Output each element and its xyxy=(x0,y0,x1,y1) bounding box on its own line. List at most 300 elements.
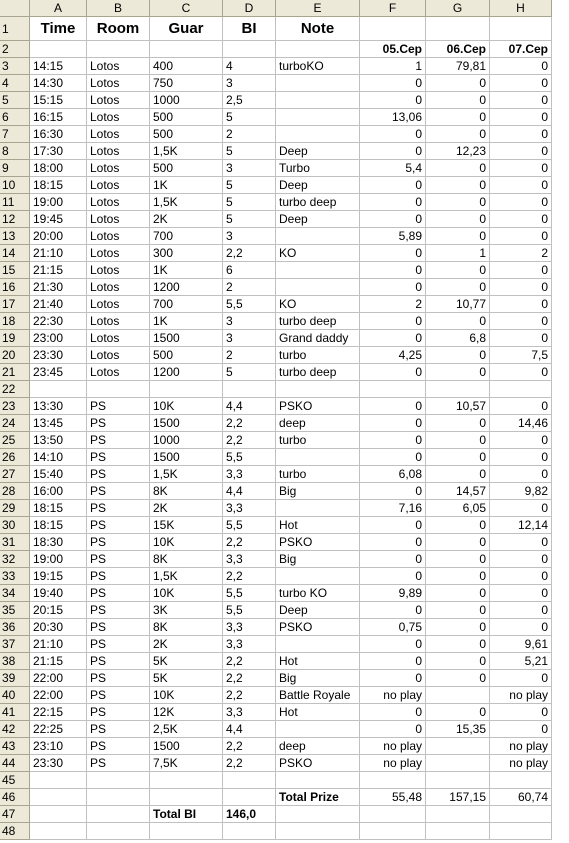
note-cell[interactable]: Deep xyxy=(276,177,360,194)
cell[interactable] xyxy=(490,17,552,41)
date-h-cell[interactable]: 0 xyxy=(490,296,552,313)
row-number[interactable]: 2 xyxy=(0,41,30,58)
date-f-cell[interactable]: 0 xyxy=(360,602,426,619)
room-cell[interactable]: Lotos xyxy=(87,75,150,92)
note-cell[interactable] xyxy=(276,126,360,143)
room-cell[interactable]: PS xyxy=(87,619,150,636)
room-cell[interactable]: PS xyxy=(87,721,150,738)
date-f-cell[interactable]: 0 xyxy=(360,313,426,330)
date-g-cell[interactable]: 0 xyxy=(426,432,490,449)
note-cell[interactable]: Turbo xyxy=(276,160,360,177)
row-number[interactable]: 24 xyxy=(0,415,30,432)
guar-cell[interactable]: 1500 xyxy=(150,449,223,466)
room-cell[interactable]: Lotos xyxy=(87,58,150,75)
date-g-cell[interactable]: 79,81 xyxy=(426,58,490,75)
date-f-cell[interactable]: 0 xyxy=(360,653,426,670)
header-note[interactable]: Note xyxy=(276,17,360,41)
note-cell[interactable] xyxy=(276,228,360,245)
guar-cell[interactable]: 500 xyxy=(150,347,223,364)
date-f-cell[interactable]: 2 xyxy=(360,296,426,313)
row-number[interactable]: 38 xyxy=(0,653,30,670)
row-number[interactable]: 6 xyxy=(0,109,30,126)
row-number[interactable]: 31 xyxy=(0,534,30,551)
time-cell[interactable]: 20:30 xyxy=(30,619,87,636)
cell[interactable] xyxy=(276,41,360,58)
time-cell[interactable]: 14:30 xyxy=(30,75,87,92)
bi-cell[interactable]: 2,2 xyxy=(223,670,276,687)
date-f-cell[interactable]: 9,89 xyxy=(360,585,426,602)
date-h-cell[interactable]: 9,82 xyxy=(490,483,552,500)
guar-cell[interactable]: 10K xyxy=(150,398,223,415)
date-g-cell[interactable]: 0 xyxy=(426,585,490,602)
bi-cell[interactable]: 5,5 xyxy=(223,296,276,313)
row-number[interactable]: 34 xyxy=(0,585,30,602)
row-number[interactable]: 7 xyxy=(0,126,30,143)
header-room[interactable]: Room xyxy=(87,17,150,41)
guar-cell[interactable]: 500 xyxy=(150,109,223,126)
date-g-cell[interactable]: 6,8 xyxy=(426,330,490,347)
note-cell[interactable]: Hot xyxy=(276,653,360,670)
column-header-g[interactable]: G xyxy=(426,0,490,17)
time-cell[interactable]: 14:10 xyxy=(30,449,87,466)
time-cell[interactable]: 19:45 xyxy=(30,211,87,228)
room-cell[interactable]: PS xyxy=(87,687,150,704)
bi-cell[interactable]: 3 xyxy=(223,313,276,330)
note-cell[interactable]: PSKO xyxy=(276,534,360,551)
header-guar[interactable]: Guar xyxy=(150,17,223,41)
date-f-cell[interactable] xyxy=(360,772,426,789)
guar-cell[interactable]: 700 xyxy=(150,228,223,245)
room-cell[interactable]: Lotos xyxy=(87,245,150,262)
note-cell[interactable] xyxy=(276,109,360,126)
date-h-cell[interactable]: 0 xyxy=(490,500,552,517)
date-f-cell[interactable]: 0 xyxy=(360,177,426,194)
bi-cell[interactable]: 3,3 xyxy=(223,500,276,517)
note-cell[interactable]: KO xyxy=(276,245,360,262)
date-h-cell[interactable]: 0 xyxy=(490,551,552,568)
guar-cell[interactable]: 500 xyxy=(150,126,223,143)
row-number[interactable]: 30 xyxy=(0,517,30,534)
date-g-cell[interactable] xyxy=(426,755,490,772)
date-f-cell[interactable]: 7,16 xyxy=(360,500,426,517)
date-h-cell[interactable]: 0 xyxy=(490,313,552,330)
bi-cell[interactable]: 5,5 xyxy=(223,602,276,619)
date-h-cell[interactable]: 0 xyxy=(490,177,552,194)
date-f-cell[interactable]: 0 xyxy=(360,75,426,92)
note-cell[interactable] xyxy=(276,92,360,109)
date-g-cell[interactable]: 10,57 xyxy=(426,398,490,415)
date-h-cell[interactable]: no play xyxy=(490,738,552,755)
row-number[interactable]: 20 xyxy=(0,347,30,364)
note-cell[interactable] xyxy=(276,381,360,398)
cell[interactable] xyxy=(360,17,426,41)
note-cell[interactable] xyxy=(276,636,360,653)
note-cell[interactable]: Battle Royale xyxy=(276,687,360,704)
date-f-cell[interactable]: 6,08 xyxy=(360,466,426,483)
note-cell[interactable]: Grand daddy xyxy=(276,330,360,347)
note-cell[interactable]: turbo xyxy=(276,466,360,483)
bi-cell[interactable]: 3,3 xyxy=(223,636,276,653)
date-g-cell[interactable]: 0 xyxy=(426,194,490,211)
cell[interactable] xyxy=(426,806,490,823)
total-prize-label[interactable]: Total Prize xyxy=(276,789,360,806)
cell[interactable] xyxy=(426,823,490,840)
row-number[interactable]: 11 xyxy=(0,194,30,211)
row-number[interactable]: 1 xyxy=(0,17,30,41)
date-g-cell[interactable]: 0 xyxy=(426,211,490,228)
date-h-cell[interactable]: 0 xyxy=(490,279,552,296)
date-f-cell[interactable]: 0 xyxy=(360,330,426,347)
date-f-cell[interactable]: no play xyxy=(360,738,426,755)
guar-cell[interactable]: 300 xyxy=(150,245,223,262)
row-number[interactable]: 29 xyxy=(0,500,30,517)
bi-cell[interactable]: 3 xyxy=(223,330,276,347)
date-h-cell[interactable]: 0 xyxy=(490,466,552,483)
time-cell[interactable]: 22:15 xyxy=(30,704,87,721)
cell[interactable] xyxy=(490,823,552,840)
date-g-cell[interactable]: 10,77 xyxy=(426,296,490,313)
time-cell[interactable]: 18:30 xyxy=(30,534,87,551)
time-cell[interactable]: 20:15 xyxy=(30,602,87,619)
date-g-cell[interactable]: 0 xyxy=(426,347,490,364)
column-header-f[interactable]: F xyxy=(360,0,426,17)
guar-cell[interactable]: 750 xyxy=(150,75,223,92)
bi-cell[interactable]: 2,2 xyxy=(223,245,276,262)
time-cell[interactable]: 18:15 xyxy=(30,517,87,534)
room-cell[interactable] xyxy=(87,772,150,789)
date-f-cell[interactable]: 0 xyxy=(360,721,426,738)
date-h-cell[interactable]: 5,21 xyxy=(490,653,552,670)
bi-cell[interactable]: 2,2 xyxy=(223,687,276,704)
date-g-cell[interactable]: 0 xyxy=(426,109,490,126)
room-cell[interactable]: Lotos xyxy=(87,177,150,194)
date-g-cell[interactable]: 0 xyxy=(426,670,490,687)
date-g-cell[interactable]: 0 xyxy=(426,262,490,279)
cell[interactable] xyxy=(87,806,150,823)
header-bi[interactable]: BI xyxy=(223,17,276,41)
date-h-cell[interactable]: 0 xyxy=(490,398,552,415)
date-g-cell[interactable]: 0 xyxy=(426,160,490,177)
note-cell[interactable] xyxy=(276,500,360,517)
date-f-cell[interactable]: 0 xyxy=(360,194,426,211)
cell[interactable] xyxy=(30,41,87,58)
note-cell[interactable] xyxy=(276,262,360,279)
note-cell[interactable]: Big xyxy=(276,670,360,687)
date-g-cell[interactable]: 0 xyxy=(426,177,490,194)
row-number[interactable]: 48 xyxy=(0,823,30,840)
total-prize-h[interactable]: 60,74 xyxy=(490,789,552,806)
note-cell[interactable]: turbo deep xyxy=(276,313,360,330)
date-g-cell[interactable]: 0 xyxy=(426,466,490,483)
guar-cell[interactable]: 1,5K xyxy=(150,143,223,160)
note-cell[interactable]: turbo deep xyxy=(276,194,360,211)
time-cell[interactable]: 13:45 xyxy=(30,415,87,432)
row-number[interactable]: 13 xyxy=(0,228,30,245)
date-h-cell[interactable]: no play xyxy=(490,687,552,704)
date-g-cell[interactable]: 0 xyxy=(426,653,490,670)
time-cell[interactable]: 13:50 xyxy=(30,432,87,449)
row-number[interactable]: 4 xyxy=(0,75,30,92)
guar-cell[interactable]: 1500 xyxy=(150,415,223,432)
date-header-g[interactable]: 06.Сер xyxy=(426,41,490,58)
date-f-cell[interactable]: 0 xyxy=(360,415,426,432)
guar-cell[interactable]: 1,5K xyxy=(150,568,223,585)
bi-cell[interactable]: 5 xyxy=(223,211,276,228)
row-number[interactable]: 46 xyxy=(0,789,30,806)
note-cell[interactable]: Big xyxy=(276,483,360,500)
cell[interactable] xyxy=(223,41,276,58)
room-cell[interactable]: PS xyxy=(87,500,150,517)
guar-cell[interactable]: 10K xyxy=(150,687,223,704)
date-f-cell[interactable]: 0 xyxy=(360,483,426,500)
cell[interactable] xyxy=(223,789,276,806)
guar-cell[interactable]: 1200 xyxy=(150,279,223,296)
row-number[interactable]: 23 xyxy=(0,398,30,415)
cell[interactable] xyxy=(276,806,360,823)
room-cell[interactable]: Lotos xyxy=(87,160,150,177)
guar-cell[interactable]: 1500 xyxy=(150,738,223,755)
date-h-cell[interactable]: 0 xyxy=(490,364,552,381)
room-cell[interactable]: Lotos xyxy=(87,313,150,330)
bi-cell[interactable] xyxy=(223,772,276,789)
room-cell[interactable]: PS xyxy=(87,432,150,449)
column-header-c[interactable]: C xyxy=(150,0,223,17)
time-cell[interactable]: 21:30 xyxy=(30,279,87,296)
row-number[interactable]: 32 xyxy=(0,551,30,568)
room-cell[interactable]: PS xyxy=(87,534,150,551)
date-g-cell[interactable] xyxy=(426,772,490,789)
total-prize-f[interactable]: 55,48 xyxy=(360,789,426,806)
room-cell[interactable]: PS xyxy=(87,670,150,687)
row-number[interactable]: 26 xyxy=(0,449,30,466)
bi-cell[interactable]: 3 xyxy=(223,228,276,245)
room-cell[interactable] xyxy=(87,381,150,398)
row-number[interactable]: 17 xyxy=(0,296,30,313)
date-f-cell[interactable]: no play xyxy=(360,687,426,704)
guar-cell[interactable]: 5K xyxy=(150,670,223,687)
cell[interactable] xyxy=(360,806,426,823)
date-f-cell[interactable]: 0 xyxy=(360,449,426,466)
room-cell[interactable]: PS xyxy=(87,738,150,755)
time-cell[interactable]: 21:10 xyxy=(30,245,87,262)
bi-cell[interactable]: 3,3 xyxy=(223,704,276,721)
date-h-cell[interactable]: 0 xyxy=(490,670,552,687)
guar-cell[interactable]: 400 xyxy=(150,58,223,75)
row-number[interactable]: 21 xyxy=(0,364,30,381)
time-cell[interactable]: 23:10 xyxy=(30,738,87,755)
room-cell[interactable]: PS xyxy=(87,398,150,415)
row-number[interactable]: 5 xyxy=(0,92,30,109)
time-cell[interactable]: 15:40 xyxy=(30,466,87,483)
date-h-cell[interactable]: 0 xyxy=(490,262,552,279)
date-h-cell[interactable]: 0 xyxy=(490,228,552,245)
guar-cell[interactable]: 1K xyxy=(150,313,223,330)
cell[interactable] xyxy=(223,823,276,840)
guar-cell[interactable] xyxy=(150,381,223,398)
row-number[interactable]: 45 xyxy=(0,772,30,789)
date-g-cell[interactable]: 6,05 xyxy=(426,500,490,517)
date-f-cell[interactable]: 0 xyxy=(360,92,426,109)
date-h-cell[interactable] xyxy=(490,381,552,398)
time-cell[interactable]: 14:15 xyxy=(30,58,87,75)
date-f-cell[interactable]: 0 xyxy=(360,636,426,653)
cell[interactable] xyxy=(150,789,223,806)
bi-cell[interactable]: 3,3 xyxy=(223,619,276,636)
row-number[interactable]: 27 xyxy=(0,466,30,483)
time-cell[interactable]: 23:30 xyxy=(30,755,87,772)
row-number[interactable]: 19 xyxy=(0,330,30,347)
time-cell[interactable]: 19:00 xyxy=(30,194,87,211)
date-h-cell[interactable]: 0 xyxy=(490,75,552,92)
date-f-cell[interactable]: 5,89 xyxy=(360,228,426,245)
bi-cell[interactable]: 5,5 xyxy=(223,449,276,466)
date-h-cell[interactable]: 0 xyxy=(490,143,552,160)
bi-cell[interactable]: 4,4 xyxy=(223,721,276,738)
time-cell[interactable]: 18:15 xyxy=(30,177,87,194)
guar-cell[interactable]: 700 xyxy=(150,296,223,313)
date-g-cell[interactable] xyxy=(426,738,490,755)
date-h-cell[interactable]: 0 xyxy=(490,449,552,466)
cell[interactable] xyxy=(87,789,150,806)
date-h-cell[interactable]: 0 xyxy=(490,92,552,109)
date-h-cell[interactable]: 0 xyxy=(490,585,552,602)
date-h-cell[interactable]: 0 xyxy=(490,534,552,551)
bi-cell[interactable]: 2 xyxy=(223,347,276,364)
date-h-cell[interactable]: 0 xyxy=(490,160,552,177)
note-cell[interactable]: deep xyxy=(276,738,360,755)
bi-cell[interactable]: 3,3 xyxy=(223,551,276,568)
time-cell[interactable]: 15:15 xyxy=(30,92,87,109)
room-cell[interactable]: PS xyxy=(87,483,150,500)
column-header-d[interactable]: D xyxy=(223,0,276,17)
note-cell[interactable]: turbo xyxy=(276,432,360,449)
total-prize-g[interactable]: 157,15 xyxy=(426,789,490,806)
room-cell[interactable]: PS xyxy=(87,602,150,619)
date-h-cell[interactable]: 0 xyxy=(490,211,552,228)
date-h-cell[interactable]: 0 xyxy=(490,330,552,347)
date-g-cell[interactable] xyxy=(426,687,490,704)
row-number[interactable]: 41 xyxy=(0,704,30,721)
time-cell[interactable]: 17:30 xyxy=(30,143,87,160)
guar-cell[interactable]: 2K xyxy=(150,636,223,653)
note-cell[interactable]: Hot xyxy=(276,517,360,534)
header-time[interactable]: Time xyxy=(30,17,87,41)
row-number[interactable]: 35 xyxy=(0,602,30,619)
date-g-cell[interactable]: 0 xyxy=(426,704,490,721)
note-cell[interactable]: PSKO xyxy=(276,755,360,772)
guar-cell[interactable] xyxy=(150,772,223,789)
date-f-cell[interactable]: 13,06 xyxy=(360,109,426,126)
date-g-cell[interactable]: 0 xyxy=(426,92,490,109)
row-number[interactable]: 28 xyxy=(0,483,30,500)
date-g-cell[interactable]: 0 xyxy=(426,228,490,245)
bi-cell[interactable]: 4,4 xyxy=(223,483,276,500)
guar-cell[interactable]: 2,5K xyxy=(150,721,223,738)
date-f-cell[interactable]: 0 xyxy=(360,398,426,415)
time-cell[interactable]: 23:30 xyxy=(30,347,87,364)
date-header-h[interactable]: 07.Сер xyxy=(490,41,552,58)
date-g-cell[interactable]: 0 xyxy=(426,75,490,92)
row-number[interactable]: 40 xyxy=(0,687,30,704)
date-h-cell[interactable]: 0 xyxy=(490,126,552,143)
bi-cell[interactable]: 5 xyxy=(223,143,276,160)
date-h-cell[interactable]: 0 xyxy=(490,109,552,126)
date-g-cell[interactable]: 15,35 xyxy=(426,721,490,738)
date-g-cell[interactable]: 12,23 xyxy=(426,143,490,160)
column-header-b[interactable]: B xyxy=(87,0,150,17)
note-cell[interactable]: Hot xyxy=(276,704,360,721)
time-cell[interactable]: 18:15 xyxy=(30,500,87,517)
room-cell[interactable]: Lotos xyxy=(87,279,150,296)
guar-cell[interactable]: 1,5K xyxy=(150,194,223,211)
bi-cell[interactable]: 2,2 xyxy=(223,568,276,585)
date-g-cell[interactable]: 0 xyxy=(426,551,490,568)
date-h-cell[interactable]: 0 xyxy=(490,704,552,721)
bi-cell[interactable]: 5,5 xyxy=(223,517,276,534)
room-cell[interactable]: Lotos xyxy=(87,347,150,364)
date-f-cell[interactable]: 0 xyxy=(360,279,426,296)
time-cell[interactable]: 19:15 xyxy=(30,568,87,585)
room-cell[interactable]: Lotos xyxy=(87,228,150,245)
date-h-cell[interactable] xyxy=(490,772,552,789)
room-cell[interactable]: PS xyxy=(87,755,150,772)
date-f-cell[interactable]: 0 xyxy=(360,568,426,585)
note-cell[interactable]: PSKO xyxy=(276,398,360,415)
bi-cell[interactable]: 2 xyxy=(223,126,276,143)
date-f-cell[interactable]: 0 xyxy=(360,364,426,381)
row-number[interactable]: 15 xyxy=(0,262,30,279)
date-h-cell[interactable]: 0 xyxy=(490,568,552,585)
note-cell[interactable] xyxy=(276,449,360,466)
room-cell[interactable]: PS xyxy=(87,466,150,483)
date-h-cell[interactable]: 2 xyxy=(490,245,552,262)
room-cell[interactable]: Lotos xyxy=(87,262,150,279)
row-number[interactable]: 39 xyxy=(0,670,30,687)
date-f-cell[interactable]: 0 xyxy=(360,704,426,721)
time-cell[interactable]: 21:40 xyxy=(30,296,87,313)
time-cell[interactable]: 19:40 xyxy=(30,585,87,602)
guar-cell[interactable]: 2K xyxy=(150,211,223,228)
guar-cell[interactable]: 10K xyxy=(150,534,223,551)
date-header-f[interactable]: 05.Сер xyxy=(360,41,426,58)
date-f-cell[interactable]: 0 xyxy=(360,126,426,143)
room-cell[interactable]: PS xyxy=(87,653,150,670)
note-cell[interactable]: turbo KO xyxy=(276,585,360,602)
date-f-cell[interactable]: 0 xyxy=(360,517,426,534)
date-h-cell[interactable]: no play xyxy=(490,755,552,772)
note-cell[interactable]: KO xyxy=(276,296,360,313)
cell[interactable] xyxy=(30,823,87,840)
bi-cell[interactable]: 2 xyxy=(223,279,276,296)
note-cell[interactable] xyxy=(276,772,360,789)
row-number[interactable]: 25 xyxy=(0,432,30,449)
bi-cell[interactable] xyxy=(223,381,276,398)
guar-cell[interactable]: 15K xyxy=(150,517,223,534)
date-f-cell[interactable]: 0 xyxy=(360,534,426,551)
room-cell[interactable]: PS xyxy=(87,585,150,602)
room-cell[interactable]: Lotos xyxy=(87,126,150,143)
bi-cell[interactable]: 5,5 xyxy=(223,585,276,602)
note-cell[interactable] xyxy=(276,279,360,296)
guar-cell[interactable]: 8K xyxy=(150,483,223,500)
room-cell[interactable]: Lotos xyxy=(87,211,150,228)
row-number[interactable]: 36 xyxy=(0,619,30,636)
row-number[interactable]: 44 xyxy=(0,755,30,772)
date-h-cell[interactable]: 0 xyxy=(490,602,552,619)
date-h-cell[interactable]: 14,46 xyxy=(490,415,552,432)
date-f-cell[interactable]: 0 xyxy=(360,432,426,449)
guar-cell[interactable]: 1K xyxy=(150,177,223,194)
